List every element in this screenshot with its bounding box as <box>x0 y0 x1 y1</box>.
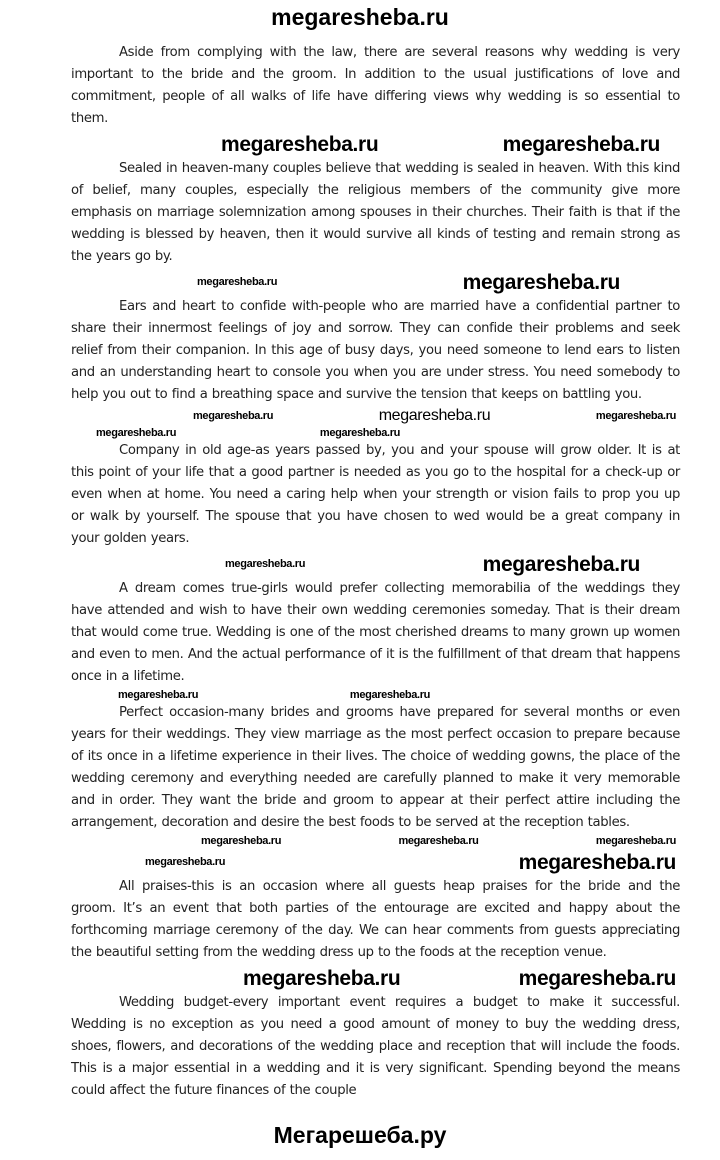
watermark: megaresheba.ru <box>462 270 620 294</box>
watermark: megaresheba.ru <box>502 132 660 156</box>
watermark: megaresheba.ru <box>482 552 640 576</box>
watermark: megaresheba.ru <box>319 426 400 439</box>
watermark: megaresheba.ru <box>595 834 676 847</box>
watermark-row <box>71 406 680 426</box>
site-watermark-header: megaresheba.ru <box>271 4 449 30</box>
paragraph-all-praises: All praises-this is an occasion where all guests heap praises for the bride and the groom. It’s an event that both parties of the entourage are excited and happy about the forthcoming marriage ceremony of the day. We can hear comments from guests appreciating the beautiful setting from the wedding dress up to the foods at the reception venue. <box>71 879 680 960</box>
watermark: megaresheba.ru <box>221 132 379 156</box>
watermark-row <box>71 848 680 876</box>
watermark-row <box>71 964 680 992</box>
paragraph-intro: Aside from complying with the law, there are several reasons why wedding is very important to the bride and the groom. In addition to the usual justifications of love and commitment, people of all walks of life have differing views why wedding is so essential to them. <box>71 45 680 126</box>
watermark: megaresheba.ru <box>193 409 274 422</box>
watermark: megaresheba.ru <box>145 855 226 868</box>
watermark: megaresheba.ru <box>398 834 479 847</box>
site-watermark-footer: Мегарешеба.ру <box>273 1122 447 1148</box>
watermark: megaresheba.ru <box>96 426 177 439</box>
watermark-row <box>71 130 680 158</box>
watermark: megaresheba.ru <box>518 966 676 990</box>
watermark-row <box>71 688 680 702</box>
watermark: megaresheba.ru <box>201 834 282 847</box>
paragraph-wedding-budget: Wedding budget-every important event requires a budget to make it successful. Wedding is no exception as you need a good amount of money to buy the wedding dress, shoes, flowers, and decorations of the wedding place and reception that will include the foods. This is a major essential in a wedding and it is very significant. Spending beyond the means could affect the future finances of the couple <box>71 995 680 1098</box>
watermark-row <box>71 268 680 296</box>
watermark-row <box>71 834 680 848</box>
paragraph-ears-and-heart: Ears and heart to confide with-people who are married have a confidential partner to share their innermost feelings of joy and sorrow. They can confide their problems and seek relief from their companion. In this age of busy days, you need someone to lend ears to listen and an understanding heart to console you when you are under stress. You need somebody to help you out to find a breathing space and survive the tension that keeps on battling you. <box>71 299 680 402</box>
watermark: megaresheba.ru <box>118 688 199 701</box>
watermark: megaresheba.ru <box>225 557 306 570</box>
paragraph-sealed-in-heaven: Sealed in heaven-many couples believe that wedding is sealed in heaven. With this kind of belief, many couples, especially the religious members of the community give more emphasis on marriage solemnization among spouses in their churches. Their faith is that if the wedding is blessed by heaven, then it would survive all kinds of testing and remain strong as the years go by. <box>71 161 680 264</box>
watermark: megaresheba.ru <box>518 850 676 874</box>
paragraph-perfect-occasion: Perfect occasion-many brides and grooms have prepared for several months or even years for their weddings. They view marriage as the most perfect occasion to prepare because of its once in a lifetime experience in their lives. The choice of wedding gowns, the place of the wedding ceremony and everything needed are carefully planned to make it very memorable and in order. They want the bride and groom to appear at their perfect attire including the arrangement, decoration and desire the best foods to be served at the reception tables. <box>71 705 680 830</box>
watermark: megaresheba.ru <box>197 275 278 288</box>
watermark-row <box>71 426 680 440</box>
watermark: megaresheba.ru <box>243 966 401 990</box>
paragraph-company-old-age: Company in old age-as years passed by, you and your spouse will grow older. It is at this point of your life that a good partner is needed as you go to the hospital for a check-up or even when at home. You need a caring help when your strength or vision fails to prop you up or walk by yourself. The spouse that you have chosen to wed would be a great company in your golden years. <box>71 443 680 546</box>
watermark: megaresheba.ru <box>378 407 491 424</box>
watermark-row <box>71 550 680 578</box>
document-body <box>71 42 680 1102</box>
watermark: megaresheba.ru <box>595 409 676 422</box>
paragraph-dream-comes-true: A dream comes true-girls would prefer collecting memorabilia of the weddings they have attended and wish to have their own wedding ceremonies someday. That is their dream that would come true. Wedding is one of the most cherished dreams to many grown up women and even to men. And the actual performance of it is the fulfillment of that dream that happens once in a lifetime. <box>71 581 680 684</box>
watermark: megaresheba.ru <box>349 688 430 701</box>
